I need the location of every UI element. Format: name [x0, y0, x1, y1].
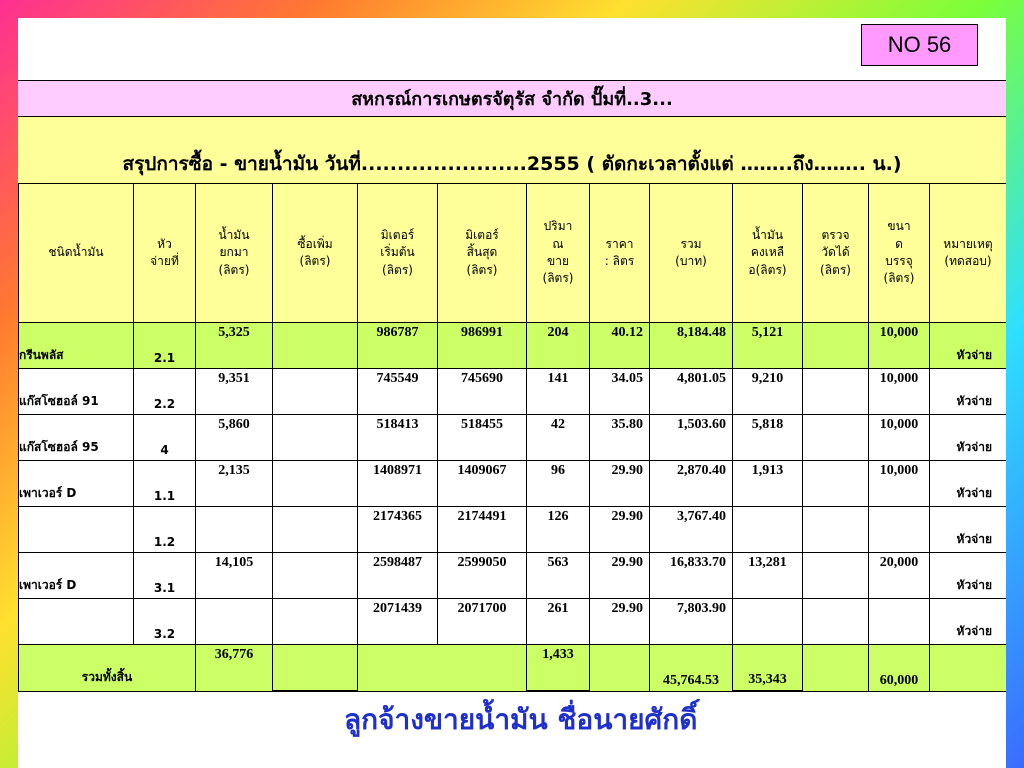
remark-cell — [930, 599, 1007, 645]
column-header-purchased: ซื้อเพิ่ม (ลิตร) — [273, 184, 358, 323]
carried-over-cell — [196, 323, 273, 369]
measured-cell — [803, 553, 869, 599]
quantity-sold-cell-value: 141 — [547, 371, 569, 386]
measured-cell — [803, 461, 869, 507]
meter-start-cell — [358, 599, 438, 645]
carried-over-cell — [196, 415, 273, 461]
quantity-sold-cell-value: 261 — [547, 601, 569, 616]
carried-over-cell-value: 2,135 — [218, 463, 250, 478]
capacity-cell-value: 20,000 — [879, 555, 919, 570]
fuel-type-cell-value: กรีนพลัส — [19, 348, 64, 362]
fuel-type-cell-value: แก๊สโซฮอล์ 91 — [19, 394, 99, 408]
meter-end-cell — [438, 415, 527, 461]
remaining-cell — [733, 415, 803, 461]
purchased-cell — [273, 553, 358, 599]
column-header-remaining: น้ำมัน คงเหลื อ(ลิตร) — [733, 184, 803, 323]
total-baht-cell — [650, 553, 733, 599]
table-row — [19, 599, 1007, 645]
total-baht-cell-value: 7,803.90 — [677, 601, 726, 616]
quantity-sold-cell — [527, 415, 590, 461]
nozzle-cell — [134, 507, 196, 553]
purchased-cell — [273, 507, 358, 553]
nozzle-cell-value: 2.2 — [153, 397, 176, 411]
carried-over-cell-value: 5,860 — [218, 417, 250, 432]
price-cell — [590, 461, 650, 507]
meter-end-cell — [438, 553, 527, 599]
nozzle-cell-value: 2.1 — [153, 351, 176, 365]
totals-purchased-cell — [273, 645, 358, 692]
meter-start-cell-value: 986787 — [376, 325, 419, 340]
quantity-sold-cell — [527, 461, 590, 507]
table-row — [19, 553, 1007, 599]
meter-start-cell-value: 2598487 — [373, 555, 422, 570]
meter-start-cell-value: 745549 — [376, 371, 419, 386]
totals-remark-cell — [930, 645, 1007, 692]
quantity-sold-cell-value: 204 — [547, 325, 569, 340]
nozzle-cell-value: 4 — [160, 443, 169, 457]
meter-end-cell — [438, 461, 527, 507]
totals-label: รวมทั้งสิ้น — [81, 669, 133, 684]
remark-cell — [930, 415, 1007, 461]
remark-cell — [930, 461, 1007, 507]
remark-cell-value: หัวจ่าย — [956, 486, 992, 500]
nozzle-cell — [134, 415, 196, 461]
remaining-cell — [733, 369, 803, 415]
purchased-cell — [273, 323, 358, 369]
meter-end-cell-value: 518455 — [461, 417, 503, 432]
total-baht-cell — [650, 461, 733, 507]
table-row — [19, 415, 1007, 461]
totals-capacity: 60,000 — [879, 672, 919, 688]
document-number-badge: NO 56 — [861, 24, 978, 66]
nozzle-cell — [134, 553, 196, 599]
totals-sold: 1,433 — [542, 647, 574, 662]
remark-cell — [930, 553, 1007, 599]
table-row — [19, 369, 1007, 415]
meter-start-cell — [358, 507, 438, 553]
capacity-cell — [869, 415, 930, 461]
fuel-type-cell — [19, 507, 134, 553]
meter-start-cell — [358, 369, 438, 415]
fuel-type-cell — [19, 599, 134, 645]
meter-end-cell — [438, 369, 527, 415]
remark-cell — [930, 323, 1007, 369]
remaining-cell — [733, 553, 803, 599]
column-header-measured: ตรวจ วัดได้ (ลิตร) — [803, 184, 869, 323]
employee-signature-line: ลูกจ้างขายน้ำมัน ชื่อนายศักดิ์ — [344, 703, 698, 736]
capacity-cell-value: 10,000 — [879, 371, 919, 386]
meter-end-cell — [438, 599, 527, 645]
capacity-cell — [869, 553, 930, 599]
total-baht-cell-value: 2,870.40 — [677, 463, 726, 478]
remark-cell-value: หัวจ่าย — [956, 624, 992, 638]
column-header-meter-start: มิเตอร์ เริ่มต้น (ลิตร) — [358, 184, 438, 323]
meter-start-cell-value: 518413 — [376, 417, 419, 432]
table-body — [19, 323, 1007, 692]
nozzle-cell-value: 1.2 — [153, 535, 176, 549]
column-header-remark: หมายเหตุ (ทดสอบ) — [930, 184, 1007, 323]
fuel-type-cell — [19, 553, 134, 599]
carried-over-cell-value: 9,351 — [218, 371, 250, 386]
remaining-cell — [733, 599, 803, 645]
column-header-total-baht: รวม (บาท) — [650, 184, 733, 323]
totals-remaining: 35,343 — [748, 672, 787, 687]
nozzle-cell-value: 1.1 — [153, 489, 176, 503]
remark-cell-value: หัวจ่าย — [956, 578, 992, 592]
fuel-type-cell — [19, 323, 134, 369]
fuel-type-cell — [19, 461, 134, 507]
quantity-sold-cell — [527, 599, 590, 645]
totals-row — [19, 645, 1007, 692]
quantity-sold-cell — [527, 553, 590, 599]
meter-end-cell — [438, 507, 527, 553]
purchased-cell — [273, 369, 358, 415]
price-cell-value: 29.90 — [611, 601, 643, 616]
total-baht-cell-value: 4,801.05 — [677, 371, 726, 386]
remaining-cell-value: 1,913 — [751, 463, 784, 478]
remark-cell-value: หัวจ่าย — [956, 532, 992, 546]
column-header-carried-over: น้ำมัน ยกมา (ลิตร) — [196, 184, 273, 323]
measured-cell — [803, 323, 869, 369]
capacity-cell-value: 10,000 — [879, 417, 919, 432]
remark-cell — [930, 369, 1007, 415]
column-header-capacity: ขนา ด บรรจุ (ลิตร) — [869, 184, 930, 323]
column-header-fuel-type: ชนิดน้ำมัน — [19, 184, 134, 323]
price-cell-value: 40.12 — [611, 325, 643, 340]
total-baht-cell — [650, 323, 733, 369]
meter-end-cell-value: 986991 — [461, 325, 503, 340]
fuel-type-cell-value: เพาเวอร์ D — [19, 578, 77, 592]
carried-over-cell-value: 5,325 — [218, 325, 250, 340]
totals-carried: 36,776 — [214, 647, 254, 662]
measured-cell — [803, 415, 869, 461]
remark-cell-value: หัวจ่าย — [956, 394, 992, 408]
totals-measured-cell — [803, 645, 869, 692]
price-cell — [590, 415, 650, 461]
remark-cell-value: หัวจ่าย — [956, 440, 992, 454]
meter-start-cell-value: 2071439 — [373, 601, 422, 616]
price-cell-value: 29.90 — [611, 463, 643, 478]
meter-end-cell-value: 1409067 — [457, 463, 507, 478]
meter-start-cell-value: 2174365 — [373, 509, 422, 524]
fuel-type-cell-value: แก๊สโซฮอล์ 95 — [19, 440, 99, 454]
totals-sold-cell — [527, 645, 590, 692]
totals-meter-cell — [358, 645, 527, 692]
capacity-cell — [869, 369, 930, 415]
meter-end-cell-value: 2071700 — [457, 601, 507, 616]
measured-cell — [803, 507, 869, 553]
measured-cell — [803, 599, 869, 645]
quantity-sold-cell-value: 126 — [547, 509, 569, 524]
remaining-cell-value: 9,210 — [751, 371, 784, 386]
price-cell-value: 35.80 — [611, 417, 643, 432]
meter-end-cell — [438, 323, 527, 369]
total-baht-cell — [650, 369, 733, 415]
column-header-quantity-sold: ปริมา ณ ขาย (ลิตร) — [527, 184, 590, 323]
meter-start-cell — [358, 415, 438, 461]
total-baht-cell-value: 16,833.70 — [670, 555, 726, 570]
table-row — [19, 507, 1007, 553]
totals-baht: 45,764.53 — [663, 672, 719, 688]
nozzle-cell — [134, 323, 196, 369]
cooperative-title: สหกรณ์การเกษตรจัตุรัส จำกัด ปั๊มที่..3... — [18, 80, 1006, 117]
nozzle-cell — [134, 461, 196, 507]
total-baht-cell-value: 8,184.48 — [677, 325, 726, 340]
fuel-type-cell — [19, 415, 134, 461]
quantity-sold-cell — [527, 507, 590, 553]
quantity-sold-cell-value: 96 — [551, 463, 565, 478]
price-cell-value: 29.90 — [611, 555, 643, 570]
nozzle-cell-value: 3.1 — [153, 581, 176, 595]
remark-cell — [930, 507, 1007, 553]
capacity-cell-value: 10,000 — [879, 463, 919, 478]
measured-cell — [803, 369, 869, 415]
quantity-sold-cell-value: 563 — [547, 555, 569, 570]
total-baht-cell-value: 3,767.40 — [677, 509, 726, 524]
fuel-type-cell — [19, 369, 134, 415]
price-cell-value: 34.05 — [611, 371, 643, 386]
capacity-cell — [869, 461, 930, 507]
table-row — [19, 461, 1007, 507]
purchased-cell — [273, 461, 358, 507]
carried-over-cell-value: 14,105 — [214, 555, 254, 570]
quantity-sold-cell — [527, 323, 590, 369]
price-cell-value: 29.90 — [611, 509, 643, 524]
capacity-cell — [869, 323, 930, 369]
column-header-meter-end: มิเตอร์ สิ้นสุด (ลิตร) — [438, 184, 527, 323]
remark-cell-value: หัวจ่าย — [956, 348, 992, 362]
totals-baht-cell — [650, 645, 733, 692]
remaining-cell — [733, 507, 803, 553]
capacity-cell — [869, 599, 930, 645]
remaining-cell-value: 5,818 — [751, 417, 784, 432]
price-cell — [590, 369, 650, 415]
nozzle-cell — [134, 369, 196, 415]
remaining-cell-value: 13,281 — [748, 555, 787, 570]
meter-start-cell — [358, 461, 438, 507]
meter-start-cell — [358, 323, 438, 369]
remaining-cell — [733, 323, 803, 369]
capacity-cell-value: 10,000 — [879, 325, 919, 340]
carried-over-cell — [196, 599, 273, 645]
remaining-cell-value: 5,121 — [751, 325, 784, 340]
total-baht-cell — [650, 599, 733, 645]
carried-over-cell — [196, 461, 273, 507]
totals-price-cell — [590, 645, 650, 692]
carried-over-cell — [196, 369, 273, 415]
total-baht-cell-value: 1,503.60 — [677, 417, 726, 432]
remaining-cell — [733, 461, 803, 507]
meter-end-cell-value: 745690 — [461, 371, 503, 386]
column-header-price-per-liter: ราคา : ลิตร — [590, 184, 650, 323]
totals-capacity-cell — [869, 645, 930, 692]
price-cell — [590, 323, 650, 369]
meter-start-cell — [358, 553, 438, 599]
quantity-sold-cell-value: 42 — [551, 417, 565, 432]
carried-over-cell — [196, 507, 273, 553]
report-subtitle: สรุปการซื้อ - ขายน้ำมัน วันที่.......................2555 ( ตัดกะเวลาตั้งแต่ ……..ถึง…….. น.) — [18, 117, 1006, 183]
meter-start-cell-value: 1408971 — [373, 463, 422, 478]
table-row — [19, 323, 1007, 369]
nozzle-cell-value: 3.2 — [153, 627, 176, 641]
header-row — [19, 184, 1007, 323]
column-header-nozzle: หัว จ่ายที่ — [134, 184, 196, 323]
total-baht-cell — [650, 507, 733, 553]
quantity-sold-cell — [527, 369, 590, 415]
purchased-cell — [273, 599, 358, 645]
meter-end-cell-value: 2599050 — [457, 555, 507, 570]
price-cell — [590, 553, 650, 599]
price-cell — [590, 599, 650, 645]
totals-remaining-cell — [733, 645, 803, 692]
fuel-sales-table — [18, 183, 1006, 692]
price-cell — [590, 507, 650, 553]
carried-over-cell — [196, 553, 273, 599]
purchased-cell — [273, 415, 358, 461]
document-page — [18, 18, 1006, 768]
fuel-type-cell-value: เพาเวอร์ D — [19, 486, 77, 500]
nozzle-cell — [134, 599, 196, 645]
total-baht-cell — [650, 415, 733, 461]
totals-label-cell — [19, 645, 196, 692]
capacity-cell — [869, 507, 930, 553]
totals-carried-cell — [196, 645, 273, 692]
meter-end-cell-value: 2174491 — [457, 509, 507, 524]
